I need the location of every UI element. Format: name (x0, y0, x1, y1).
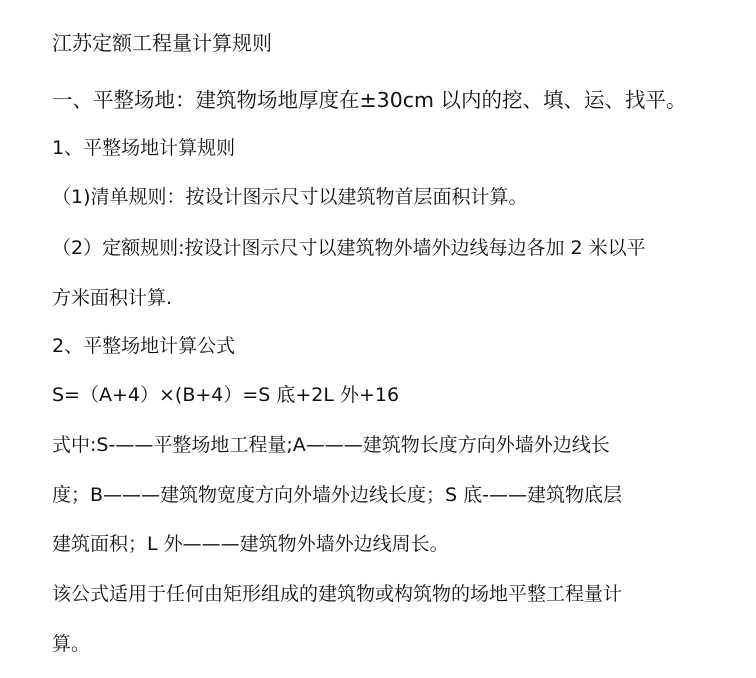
heading-leveling: 一、平整场地：建筑物场地厚度在±30cm 以内的挖、填、运、找平。 (52, 88, 687, 112)
note-line-2: 算。 (52, 633, 91, 655)
document-title: 江苏定额工程量计算规则 (52, 31, 272, 55)
rule-1-text: （1)清单规则：按设计图示尺寸以建筑物首层面积计算。 (52, 186, 528, 208)
explanation-line-2: 度；B———建筑物宽度方向外墙外边线长度；S 底-——建筑物底层 (52, 484, 622, 506)
explanation-line-1: 式中:S-——平整场地工程量;A———建筑物长度方向外墙外边线长 (52, 434, 610, 456)
formula-text: S=（A+4）×(B+4）=S 底+2L 外+16 (52, 384, 400, 406)
rule-2-text-line-1: （2）定额规则:按设计图示尺寸以建筑物外墙外边线每边各加 2 米以平 (52, 237, 646, 259)
note-line-1: 该公式适用于任何由矩形组成的建筑物或构筑物的场地平整工程量计 (52, 583, 623, 605)
section-2-title: 2、平整场地计算公式 (52, 335, 236, 357)
rule-2-text-line-2: 方米面积计算. (52, 287, 173, 309)
explanation-line-3: 建筑面积；L 外———建筑物外墙外边线周长。 (52, 533, 449, 555)
section-1-title: 1、平整场地计算规则 (52, 137, 236, 159)
